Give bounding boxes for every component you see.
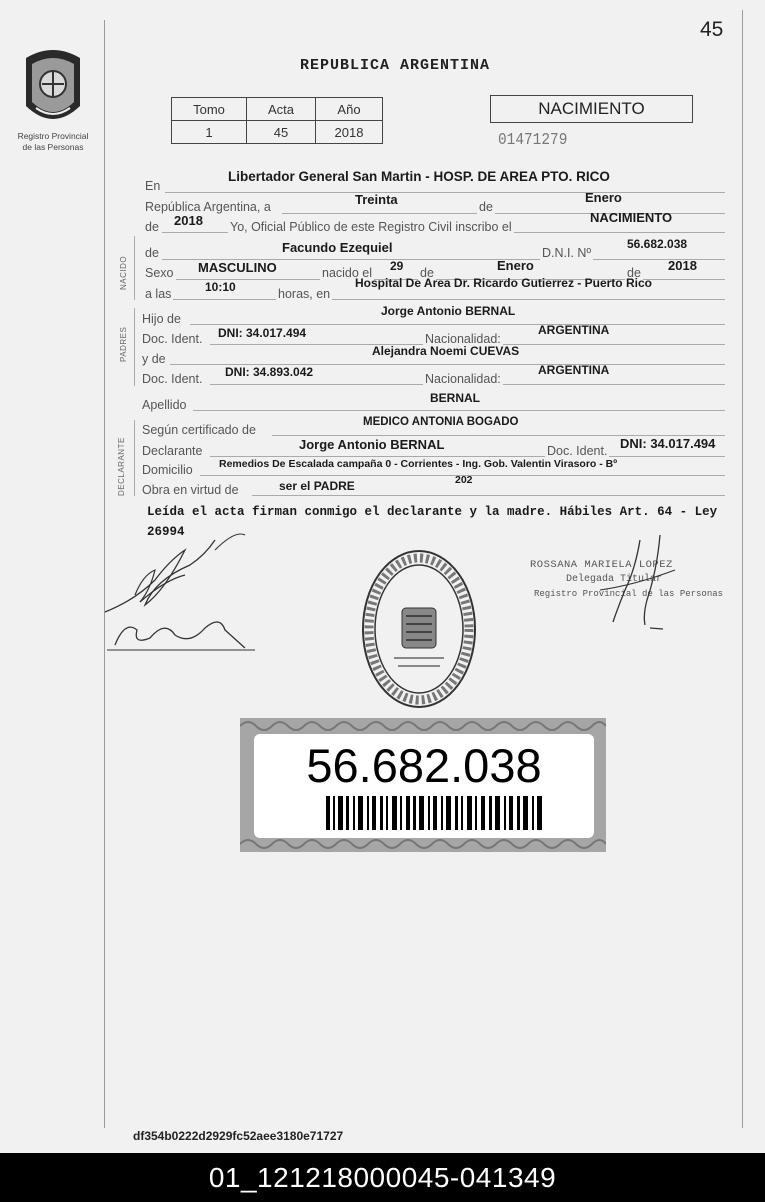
- page-number: 45: [700, 18, 724, 41]
- field-declarant-name: Jorge Antonio BERNAL: [299, 437, 445, 452]
- province-seal-icon: [20, 48, 86, 130]
- label-obra: Obra en virtud de: [142, 483, 239, 497]
- label-de: de: [420, 266, 434, 280]
- section-tag-nacido: NACIDO: [119, 255, 128, 290]
- label-de: de: [479, 200, 493, 214]
- field-birth-place: Hospital De Area Dr. Ricardo Gutierrez - Puerto Rico: [355, 276, 652, 290]
- label-doc-ident: Doc. Ident.: [142, 332, 203, 346]
- record-table-header: Tomo: [172, 98, 247, 121]
- file-id: 01_121218000045-041349: [208, 1162, 557, 1193]
- official-stamp-icon: [360, 548, 478, 710]
- record-table-header: Año: [316, 98, 383, 121]
- section-tag-padres: PADRES: [119, 326, 128, 362]
- record-table-cell: 1: [172, 121, 247, 144]
- label-horas-en: horas, en: [278, 287, 331, 301]
- dni-label-inner: [254, 734, 594, 838]
- officer-signature-icon: [595, 530, 685, 640]
- dotted-line: [252, 495, 725, 496]
- field-place: Libertador General San Martin - HOSP. DE AREA PTO. RICO: [228, 169, 610, 184]
- field-father-nationality: ARGENTINA: [538, 323, 610, 337]
- label-en: En: [145, 179, 161, 193]
- field-year: 2018: [174, 213, 203, 228]
- field-month: Enero: [585, 190, 622, 205]
- field-sex: MASCULINO: [198, 260, 277, 275]
- field-declarant-doc: DNI: 34.017.494: [620, 436, 716, 451]
- record-table-header: Acta: [247, 98, 316, 121]
- field-mother-nationality: ARGENTINA: [538, 363, 610, 377]
- record-table: [171, 97, 383, 144]
- label-domicilio: Domicilio: [142, 463, 193, 477]
- field-address: Remedios De Escalada campaña 0 - Corrientes - Ing. Gob. Valentin Virasoro - Bº: [219, 458, 618, 470]
- label-nacido-el: nacido el: [322, 266, 373, 280]
- label-yo: Yo, Oficial Público de este Registro Civil inscribo el: [230, 220, 512, 234]
- label-de: de: [627, 266, 641, 280]
- label-de: de: [145, 246, 159, 260]
- label-y-de: y de: [142, 352, 166, 366]
- label-a-las: a las: [145, 287, 172, 301]
- closing-text-2: 26994: [147, 525, 185, 539]
- field-mother-name: Alejandra Noemi CUEVAS: [372, 344, 520, 358]
- field-mother-doc: DNI: 34.893.042: [225, 365, 314, 379]
- label-hijo-de: Hijo de: [142, 312, 181, 326]
- label-nacionalidad: Nacionalidad:: [425, 372, 501, 386]
- serial-number: 01471279: [498, 131, 568, 150]
- dotted-line: [190, 324, 725, 325]
- label-doc-ident: Doc. Ident.: [142, 372, 203, 386]
- officer-title: Delegada Titular: [566, 574, 663, 585]
- frame-right-line: [742, 10, 743, 1128]
- barcode-icon: [326, 796, 542, 830]
- field-address-cont: 202: [455, 474, 473, 486]
- section-divider: [134, 308, 135, 386]
- record-table-cell: 2018: [316, 121, 383, 144]
- declarant-signature-icon: [95, 520, 270, 660]
- dotted-line: [193, 410, 725, 411]
- field-day-words: Treinta: [355, 192, 398, 207]
- label-de: de: [145, 220, 159, 234]
- section-divider: [134, 420, 135, 496]
- dotted-line: [210, 456, 725, 457]
- field-child-dni: 56.682.038: [627, 237, 688, 251]
- field-birth-month: Enero: [497, 258, 534, 273]
- page-title: REPUBLICA ARGENTINA: [300, 57, 491, 74]
- section-tag-declarante: DECLARANTE: [117, 437, 126, 496]
- dotted-line: [173, 299, 725, 300]
- record-table-cell: 45: [247, 121, 316, 144]
- dni-label: [240, 718, 606, 852]
- document-hash: df354b0222d2929fc52aee3180e71727: [133, 1129, 344, 1143]
- label-apellido: Apellido: [142, 398, 187, 412]
- registry-label-line1: Registro Provincial: [17, 131, 89, 141]
- dni-label-number: 56.682.038: [306, 739, 542, 792]
- field-capacity: ser el PADRE: [279, 479, 355, 493]
- field-father-name: Jorge Antonio BERNAL: [381, 304, 516, 318]
- label-sexo: Sexo: [145, 266, 174, 280]
- label-nacionalidad: Nacionalidad:: [425, 332, 501, 346]
- field-birth-time: 10:10: [205, 280, 236, 294]
- closing-text: Leída el acta firman conmigo el declarante y la madre. Hábiles Art. 64 - Ley: [147, 505, 718, 519]
- label-declarante: Declarante: [142, 444, 203, 458]
- field-certificate-by: MEDICO ANTONIA BOGADO: [363, 416, 519, 428]
- field-birth-year: 2018: [668, 258, 697, 273]
- label-dni: D.N.I. Nº: [542, 246, 592, 260]
- label-segun: Según certificado de: [142, 423, 256, 437]
- label-doc-ident: Doc. Ident.: [547, 444, 608, 458]
- registry-label-line2: de las Personas: [22, 142, 84, 152]
- field-child-name: Facundo Ezequiel: [282, 240, 393, 255]
- field-inscription-type: NACIMIENTO: [590, 210, 673, 225]
- section-divider: [134, 236, 135, 300]
- officer-name: ROSSANA MARIELA LOPEZ: [530, 559, 673, 571]
- officer-office: Registro Provincial de las Personas: [534, 589, 724, 599]
- field-birth-day: 29: [390, 259, 404, 273]
- field-surname: BERNAL: [430, 391, 480, 405]
- record-type-box: NACIMIENTO: [490, 95, 693, 123]
- label-republica: República Argentina, a: [145, 200, 271, 214]
- field-father-doc: DNI: 34.017.494: [218, 326, 307, 340]
- dotted-line: [165, 192, 725, 193]
